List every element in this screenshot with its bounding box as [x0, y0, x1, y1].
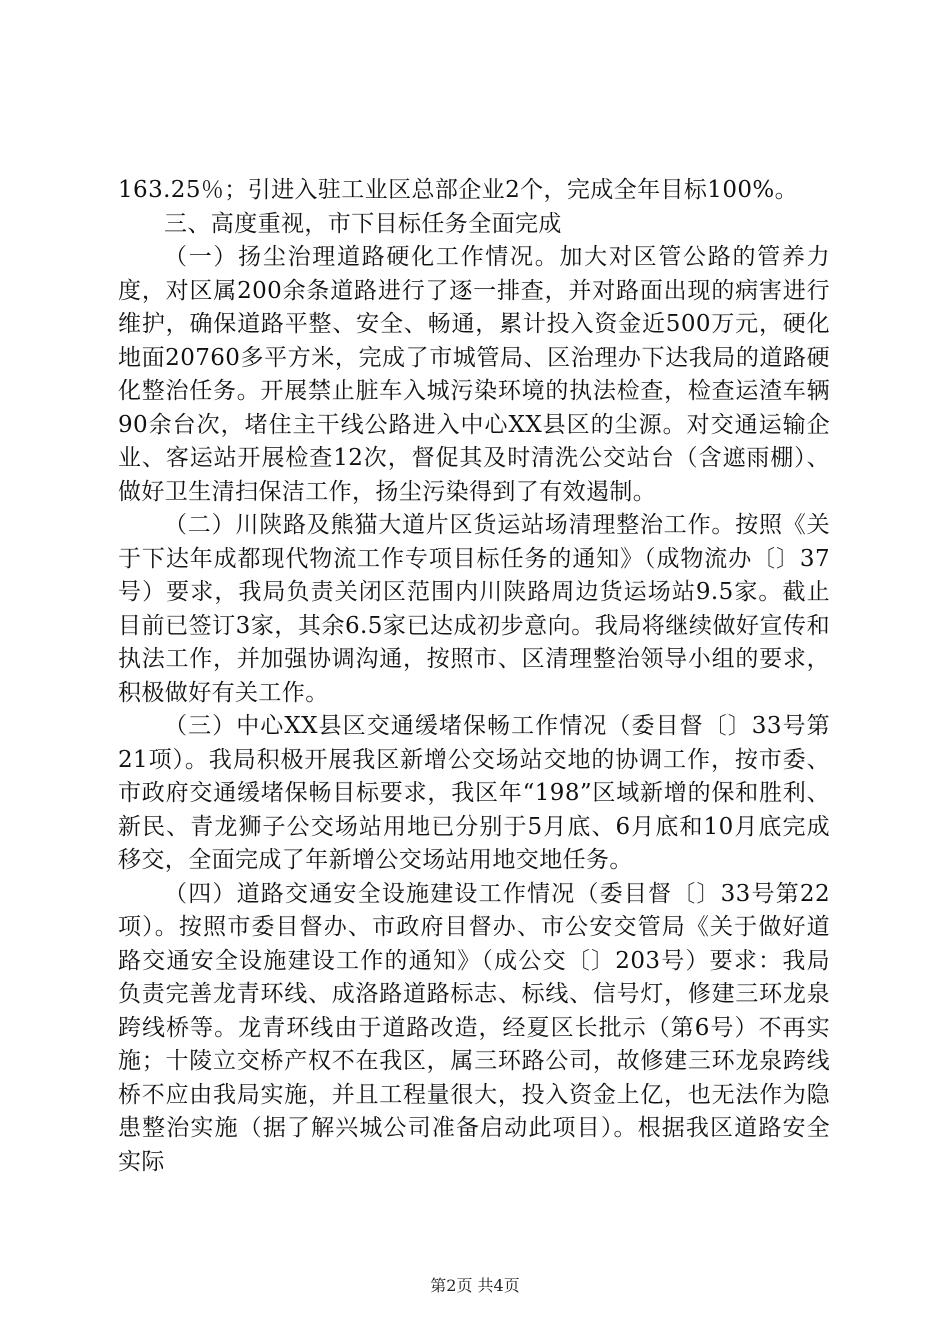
- document-body: [118, 174, 830, 1179]
- paragraph-item-2: （二）川陕路及熊猫大道片区货运站场清理整治工作。按照《关于下达年成都现代物流工作专项目标任务的通知》（成物流办〔〕37号）要求，我局负责关闭区范围内川陕路周边货运场站9.5家。截止目前已签订3家，其余6.5家已达成初步意向。我局将继续做好宣传和执法工作，并加强协调沟通，按照市、区清理整治领导小组的要求，积极做好有关工作。: [118, 512, 830, 706]
- paragraph-continuation: 163.25％；引进入驻工业区总部企业2个，完成全年目标100%。: [118, 177, 799, 203]
- paragraph-item-3: （三）中心XX县区交通缓堵保畅工作情况（委目督〔〕33号第21项）。我局积极开展我区新增公交场站交地的协调工作，按市委、市政府交通缓堵保畅目标要求，我区年“198”区域新增的保和胜利、新民、青龙狮子公交场站用地已分别于5月底、6月底和10月底完成移交，全面完成了年新增公交场站用地交地任务。: [118, 713, 830, 873]
- page-footer: 第2页 共4页: [430, 1276, 520, 1295]
- paragraph-item-4: （四）道路交通安全设施建设工作情况（委目督〔〕33号第22项）。按照市委目督办、市政府目督办、市公安交管局《关于做好道路交通安全设施建设工作的通知》（成公交〔〕203号）要求：我局负责完善龙青环线、成洛路道路标志、标线、信号灯，修建三环龙泉跨线桥等。龙青环线由于道路改造，经夏区长批示（第6号）不再实施；十陵立交桥产权不在我区，属三环路公司，故修建三环龙泉跨线桥不应由我局实施，并且工程量很大，投入资金上亿，也无法作为隐患整治实施（据了解兴城公司准备启动此项目）。根据我区道路安全实际: [118, 880, 830, 1175]
- section-heading: 三、高度重视，市下目标任务全面完成: [164, 210, 562, 237]
- paragraph-item-1: （一）扬尘治理道路硬化工作情况。加大对区管公路的管养力度，对区属200余条道路进行了逐一排查，并对路面出现的病害进行维护，确保道路平整、安全、畅通，累计投入资金近500万元，硬化地面20760多平方米，完成了市城管局、区治理办下达我局的道路硬化整治任务。开展禁止脏车入城污染环境的执法检查，检查运渣车辆90余台次，堵住主干线公路进入中心XX县区的尘源。对交通运输企业、客运站开展检查12次，督促其及时清洗公交站台（含遮雨棚）、做好卫生清扫保洁工作，扬尘污染得到了有效遏制。: [118, 244, 830, 505]
